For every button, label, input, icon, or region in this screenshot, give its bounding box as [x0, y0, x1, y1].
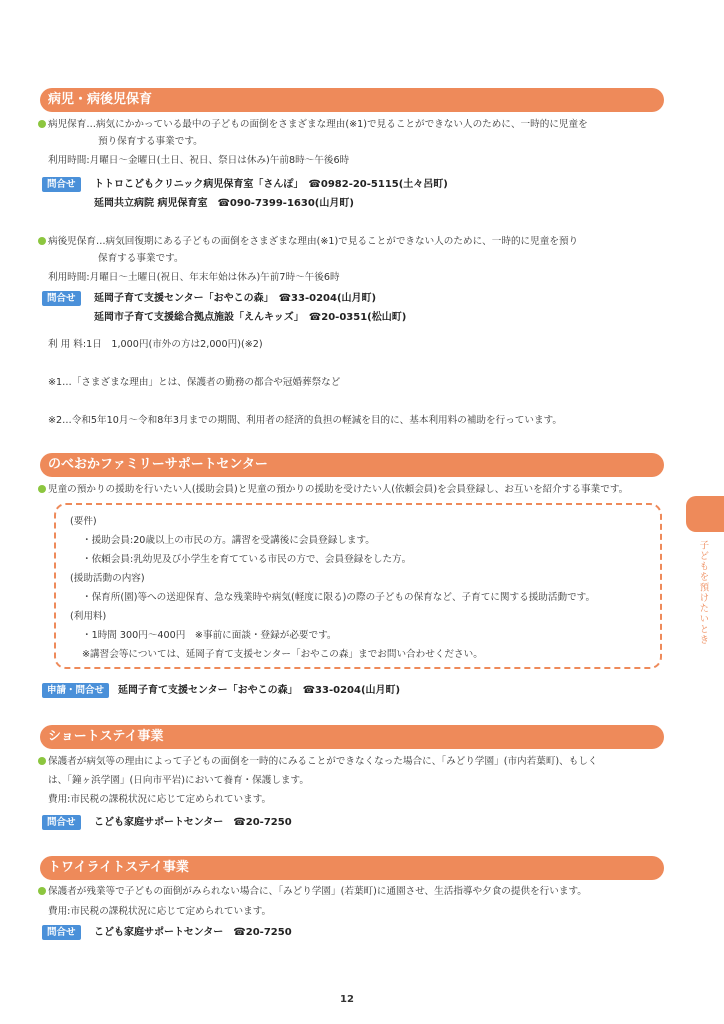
inquiry-badge: 問合せ [42, 815, 81, 830]
application-inquiry-badge: 申請・問合せ [42, 683, 109, 698]
bullet-dot-icon [38, 237, 46, 245]
activity-heading: (援助活動の内容) [70, 573, 145, 584]
page-number: 12 [340, 994, 354, 1005]
requirements-box [54, 503, 662, 669]
contact-en-kids: 延岡市子育て支援総合拠点施設「えんキッズ」 ☎20-0351(松山町) [94, 312, 407, 323]
bullet-dot-icon [38, 120, 46, 128]
side-index-tab [686, 496, 724, 532]
post-sick-care-description: 病後児保育…病気回復期にある子どもの面倒をさまざまな理由(※1)で見ることができない人のために、一時的に児童を預り [38, 236, 578, 248]
short-stay-description: 保護者が病気等の理由によって子どもの面倒を一時的にみることができなくなった場合に、「みどり学園」(市内若葉町)、もしく [38, 756, 598, 768]
sick-care-description-cont: 預り保育する事業です。 [98, 136, 203, 147]
contact-oyako-no-mori: 延岡子育て支援センター「おやこの森」 ☎33-0204(山月町) [94, 293, 377, 304]
short-stay-fee: 費用:市民税の課税状況に応じて定められています。 [48, 794, 272, 805]
section-title-twilight-stay: トワイライトステイ事業 [40, 856, 664, 880]
contact-child-family-support: こども家庭サポートセンター ☎20-7250 [94, 817, 292, 828]
helper-member-requirement: ・援助会員:20歳以上の市民の方。講習を受講後に会員登録します。 [82, 535, 375, 546]
note-1: ※1…「さまざまな理由」とは、保護者の勤務の都合や冠婚葬祭など [48, 377, 341, 388]
requester-member-requirement: ・依頼会員:乳幼児及び小学生を育てている市民の方で、会員登録をした方。 [82, 554, 412, 565]
twilight-stay-description: 保護者が残業等で子どもの面倒がみられない場合に、「みどり学園」(若葉町)に通園させ、生活指導や夕食の提供を行います。 [38, 886, 587, 898]
section-title-sick-child-care: 病児・病後児保育 [40, 88, 664, 112]
side-tab-label: 子どもを預けたいとき [697, 540, 709, 645]
section-title-short-stay: ショートステイ事業 [40, 725, 664, 749]
inquiry-badge: 問合せ [42, 925, 81, 940]
seminar-note: ※講習会等については、延岡子育て支援センター「おやこの森」までお問い合わせください。 [82, 649, 483, 660]
sick-care-hours: 利用時間:月曜日～金曜日(土日、祝日、祭日は休み)午前8時～午後6時 [48, 155, 350, 166]
fee-line: 利 用 料:1日 1,000円(市外の方は2,000円)(※2) [48, 339, 263, 350]
fee-heading: (利用料) [70, 611, 107, 622]
inquiry-badge: 問合せ [42, 177, 81, 192]
family-support-intro: 児童の預かりの援助を行いたい人(援助会員)と児童の預かりの援助を受けたい人(依頼会員)を会員登録し、お互いを紹介する事業です。 [38, 484, 628, 496]
section-title-family-support: のべおかファミリーサポートセンター [40, 453, 664, 477]
twilight-stay-fee: 費用:市民税の課税状況に応じて定められています。 [48, 906, 272, 917]
fee-description: ・1時間 300円～400円 ※事前に面談・登録が必要です。 [82, 630, 337, 641]
inquiry-badge: 問合せ [42, 291, 81, 306]
requirements-heading: (要件) [70, 516, 97, 527]
contact-child-family-support: こども家庭サポートセンター ☎20-7250 [94, 927, 292, 938]
contact-oyako-no-mori: 延岡子育て支援センター「おやこの森」 ☎33-0204(山月町) [118, 685, 401, 696]
bullet-dot-icon [38, 887, 46, 895]
contact-totoro-clinic: トトロこどもクリニック病児保育室「さんぽ」 ☎0982-20-5115(土々呂町) [94, 179, 448, 190]
sick-care-description: 病児保育…病気にかかっている最中の子どもの面倒をさまざまな理由(※1)で見ることができない人のために、一時的に児童を [38, 119, 588, 131]
post-sick-care-description-cont: 保育する事業です。 [98, 253, 184, 264]
bullet-dot-icon [38, 757, 46, 765]
bullet-dot-icon [38, 485, 46, 493]
activity-description: ・保育所(園)等への送迎保育、急な残業時や病気(軽度に限る)の際の子どもの保育など、子育てに関する援助活動です。 [82, 592, 596, 603]
note-2: ※2…令和5年10月～令和8年3月までの期間、利用者の経済的負担の軽減を目的に、基本利用料の補助を行っています。 [48, 415, 562, 426]
post-sick-care-hours: 利用時間:月曜日～土曜日(祝日、年末年始は休み)午前7時～午後6時 [48, 272, 340, 283]
contact-nobeoka-kyoritsu: 延岡共立病院 病児保育室 ☎090-7399-1630(山月町) [94, 198, 354, 209]
short-stay-description-cont: は、「鐘ヶ浜学園」(日向市平岩)において養育・保護します。 [48, 775, 309, 786]
